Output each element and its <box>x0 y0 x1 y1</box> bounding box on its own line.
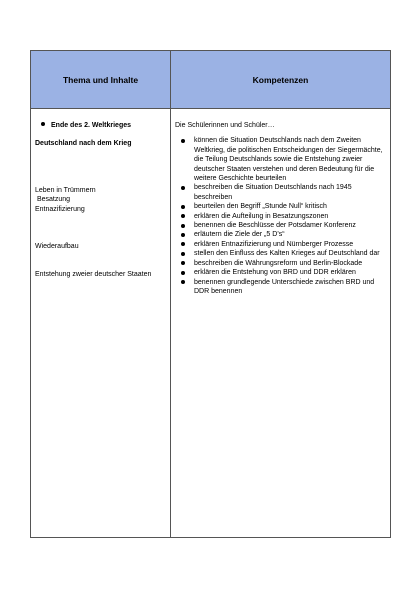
bullet-icon <box>181 261 185 265</box>
bullet-icon <box>181 214 185 218</box>
list-item <box>175 249 387 258</box>
topics-column <box>35 121 167 280</box>
bullet-icon <box>181 242 185 246</box>
list-item <box>175 240 387 249</box>
topic-subheading: Deutschland nach dem Krieg <box>35 140 132 148</box>
list-item-text: erklären die Aufteilung in Besatzungszonen <box>194 212 329 220</box>
competences-list <box>175 136 387 296</box>
list-item <box>175 212 387 221</box>
topic-item: Entnazifizierung <box>35 205 85 213</box>
list-item <box>175 136 387 183</box>
competences-intro: Die Schülerinnen und Schüler… <box>175 122 275 129</box>
bullet-icon <box>181 139 185 143</box>
list-item <box>175 268 387 277</box>
list-item <box>175 230 387 239</box>
list-item-text: erklären Entnazifizierung und Nürnberger Prozesse <box>194 240 354 248</box>
topic-item: Wiederaufbau <box>35 243 79 251</box>
topic-item: Leben in Trümmern <box>35 186 96 194</box>
list-item <box>175 183 387 202</box>
list-item-text: erklären die Entstehung von BRD und DDR erklären <box>194 269 356 277</box>
list-item-text: benennen grundlegende Unterschiede zwischen BRD und DDR benennen <box>194 278 375 295</box>
topic-item: Entstehung zweier deutscher Staaten <box>35 271 152 279</box>
list-item <box>175 221 387 230</box>
list-item-text: beschreiben die Situation Deutschlands nach 1945 beschreiben <box>194 184 352 201</box>
list-item-text: stellen den Einfluss des Kalten Krieges auf Deutschland dar <box>194 250 380 258</box>
bullet-icon <box>41 122 45 126</box>
bullet-icon <box>181 205 185 209</box>
list-item <box>175 278 387 297</box>
competences-column <box>175 121 387 296</box>
bullet-icon <box>181 280 185 284</box>
list-item-text: benennen die Beschlüsse der Potsdamer Konferenz <box>194 222 356 230</box>
list-item-text: beurteilen den Begriff „Stunde Null“ kritisch <box>194 203 327 211</box>
column-divider <box>170 51 171 537</box>
bullet-icon <box>181 271 185 275</box>
bullet-icon <box>181 186 185 190</box>
list-item <box>175 259 387 268</box>
topic-bullet-row <box>41 121 167 130</box>
topic-item: Besatzung <box>35 196 71 204</box>
bullet-icon <box>181 224 185 228</box>
bullet-icon <box>181 233 185 237</box>
list-item-text: können die Situation Deutschlands nach dem Zweiten Weltkrieg, die politischen Entscheidungen der Siegermächte, die Teilung Deutschlands sowie die Entstehung zweier deutscher Staaten verstehen und deren Bedeutung für die weitere Geschichte beurteilen <box>194 137 383 183</box>
list-item <box>175 202 387 211</box>
topic-title: Ende des 2. Weltkrieges <box>51 122 132 129</box>
list-item-text: beschreiben die Währungsreform und Berlin-Blockade <box>194 259 363 267</box>
header-topics: Thema und Inhalte <box>62 74 139 85</box>
header-competences: Kompetenzen <box>252 74 309 85</box>
bullet-icon <box>181 252 185 256</box>
curriculum-table <box>30 50 391 538</box>
list-item-text: erläutern die Ziele der „5 D’s“ <box>194 231 285 239</box>
